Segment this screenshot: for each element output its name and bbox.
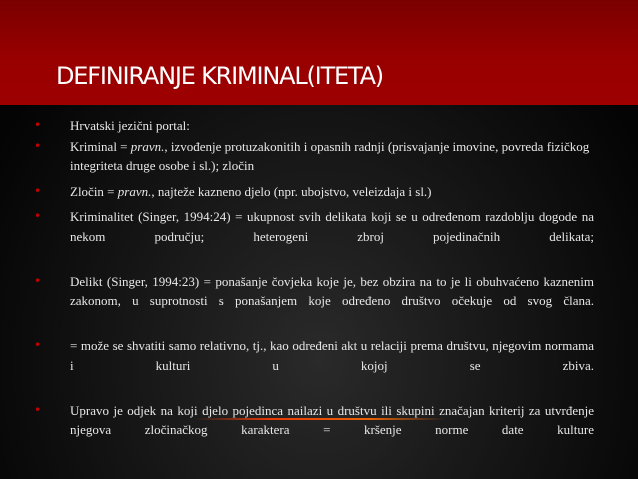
text-segment: = može se shvatiti samo relativno, tj., kao određeni akt u relaciji prema društvu, njegovim normama i kulturi u kojoj se zbiva.	[70, 338, 594, 373]
bullet-item	[34, 207, 594, 266]
bullet-text	[70, 184, 432, 199]
text-segment: Zločin =	[70, 183, 118, 199]
slide-title: DEFINIRANJE KRIMINAL(ITETA)	[56, 62, 383, 90]
text-segment: Kriminalitet (Singer, 1994:24) = ukupnost svih delikata koji se u određenom razdoblju dogode na nekom području; heterogeni zbroj pojedinačnih delikata;	[70, 209, 594, 244]
bullet-item	[34, 182, 594, 202]
bullet-icon: •	[34, 183, 42, 198]
bullet-icon: •	[34, 209, 42, 223]
text-segment: Delikt (Singer, 1994:23) = ponašanje čovjeka koje je, bez obzira na to je li obuhvaćeno kaznenim zakonom, u suprotnosti s ponašanjem koje određeno društvo očekuje od svog člana.	[70, 273, 594, 308]
text-segment: , najteže kazneno djelo (npr. ubojstvo, veleizdaja i sl.)	[151, 183, 432, 199]
bullet-text	[70, 207, 594, 266]
italic-term: pravn.	[117, 183, 152, 199]
accent-line	[195, 418, 445, 420]
bullet-item	[34, 116, 594, 136]
bullet-icon: •	[34, 338, 42, 352]
bullet-item	[34, 137, 594, 176]
bullet-icon: •	[34, 138, 42, 153]
italic-term: pravn.	[130, 138, 165, 154]
bullet-text	[70, 272, 594, 331]
bullet-text	[70, 139, 589, 174]
bullet-icon: •	[34, 402, 42, 417]
bullet-item	[34, 336, 594, 395]
bullet-item	[34, 272, 594, 331]
bullet-text	[70, 336, 594, 395]
text-segment: Kriminal =	[70, 138, 131, 154]
text-segment: Hrvatski jezični portal:	[70, 118, 190, 133]
bullet-text	[70, 401, 594, 460]
title-band	[0, 0, 638, 105]
bullet-icon: •	[34, 273, 42, 288]
bullet-list	[34, 116, 594, 465]
bullet-text	[70, 118, 190, 133]
bullet-item	[34, 401, 594, 460]
text-segment: Upravo je odjek na koji djelo pojedinca nailazi u društvu ili skupini značajan kriterij za utvrđenje njegova zločinačkog karaktera = kršenje norme date kulture	[70, 402, 594, 437]
bullet-icon: •	[34, 118, 42, 132]
text-segment: , izvođenje protuzakonitih i opasnih radnji (prisvajanje imovine, povreda fizičkog integriteta druge osobe i sl.); zločin	[70, 138, 590, 173]
